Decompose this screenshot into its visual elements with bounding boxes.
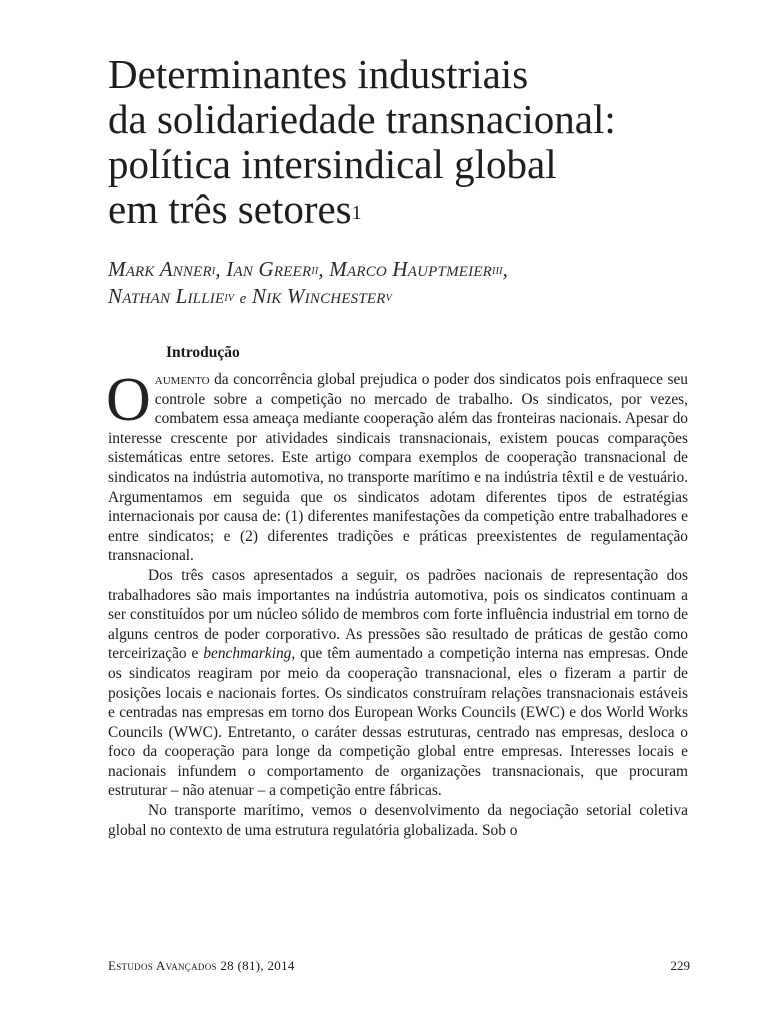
author-5: Nik Winchester <box>251 284 386 308</box>
title-line-1: Determinantes industriais <box>108 51 529 97</box>
title-line-3: política intersindical global <box>108 141 557 187</box>
author-4-affiliation: IV <box>224 293 235 304</box>
author-2: Ian Greer <box>226 257 312 281</box>
paragraph-2-italic-term: benchmarking <box>203 645 292 663</box>
author-conjunction: e <box>239 291 247 307</box>
author-1: Mark Anner <box>108 257 212 281</box>
author-line-2 <box>108 283 748 313</box>
paragraph-2-text-a: Dos três casos apresentados a seguir, os padrões nacionais de representação dos trabalhadores são mais importantes na indústria automotiva, pois os sindicatos continuam a ser constituídos por um núcleo sólido de membros com forte influência industrial em torno de alguns centros de poder corporativo. As pressões são resultado de práticas de gestão como terceirização e <box>108 566 688 663</box>
title-line-2: da solidariedade transnacional: <box>108 96 616 142</box>
author-list <box>108 256 748 313</box>
article-body <box>106 366 688 840</box>
section-heading: Introdução <box>166 344 240 361</box>
title-line-4-text: em três setores <box>108 186 352 232</box>
author-line-1: Mark Anner$^I$, Ian Greer$^{II}$, Marco Hauptmeier$^{III}$, <box>108 257 509 281</box>
paragraph-2 <box>108 566 688 801</box>
article-title <box>108 52 748 232</box>
paragraph-3: No transporte marítimo, vemos o desenvolvimento da negociação setorial coletiva global no contexto de uma estrutura regulatória globalizada. Sob o <box>108 802 688 839</box>
author-4: Nathan Lillie <box>108 284 225 308</box>
title-line-4 <box>108 187 748 232</box>
author-1-affiliation: I <box>211 266 216 277</box>
paragraph-1 <box>106 366 688 566</box>
paragraph-1-text: da concorrência global prejudica o poder dos sindicatos pois enfraquece seu controle sobre a competição no mercado de trabalho. Os sindicatos, por vezes, combatem essa ameaça mediante cooperação além das fronteiras nacionais. Apesar do interesse crescente por atividades sindicais transnacionais, existem poucas comparações sistemáticas entre setores. Este artigo compara exemplos de cooperação transnacional de sindicatos na indústria automotiva, no transporte marítimo e na indústria têxtil e de vestuário. Argumentamos em seguida que os sindicatos adotam diferentes tipos de estratégias internacionais por causa de: (1) diferentes manifestações da competição entre trabalhadores e entre sindicatos; e (2) diferentes tradições e práticas preexistentes de regulamentação transnacional. <box>108 371 688 565</box>
author-3: Marco Hauptmeier <box>329 257 493 281</box>
page-number: 229 <box>670 958 690 973</box>
title-footnote-marker: 1 <box>351 202 362 224</box>
drop-cap: O <box>106 366 151 434</box>
author-2-affiliation: II <box>311 266 319 277</box>
paragraph-2-text-b: , que têm aumentado a competição interna nas empresas. Onde os sindicatos reagiram por meio da cooperação transnacional, eles o fizeram a partir de posições locais e nacionais fortes. Os sindicatos construíram relações transnacionais estáveis e centradas nas empresas em torno dos European Works Councils (EWC) e dos World Works Councils (WWC). Entretanto, o caráter dessas estruturas, centrado nas empresas, desloca o foco da cooperação para longe da competição global entre empresas. Interesses locais e nacionais infundem o comportamento de organizações transnacionais, que procuram estruturar – não atenuar – a competição entre fábricas. <box>108 645 688 800</box>
paragraph-1-lead: aumento <box>154 371 210 388</box>
journal-citation: Estudos Avançados 28 (81), 2014 <box>108 958 295 973</box>
author-3-affiliation: III <box>492 266 503 277</box>
author-5-affiliation: V <box>385 293 392 304</box>
